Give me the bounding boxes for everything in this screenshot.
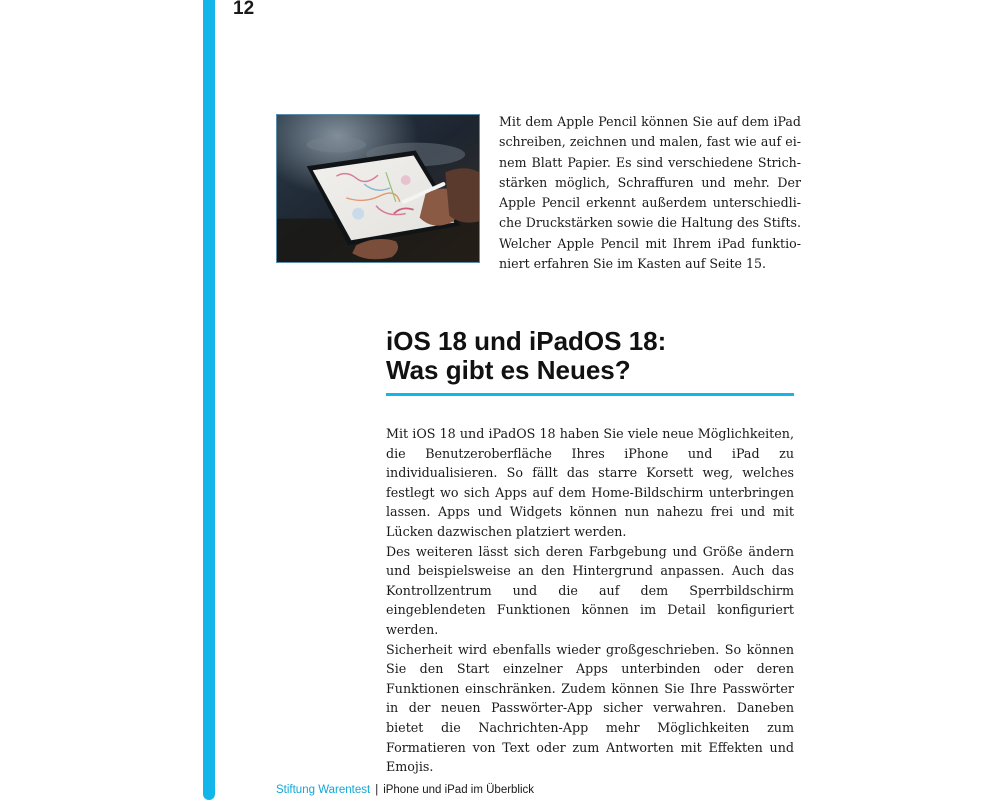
figure-caption: Mit dem Apple Pencil können Sie auf dem iPad schreiben, zeichnen und malen, fast wie auf einem Blatt Papier. Es sind verschiedene Strichstärken möglich, Schraffuren und mehr. Der Apple Pencil erkennt außerdem unterschiedliche Druckstärken sowie die Haltung des Stifts. Welcher Apple Pencil mit Ihrem iPad funktioniert erfahren Sie im Kasten auf Seite 15. (499, 114, 801, 272)
section-heading-line1: iOS 18 und iPadOS 18: (386, 326, 667, 356)
body-paragraph: Mit iOS 18 und iPadOS 18 haben Sie viele neue Möglichkeiten, die Benutzeroberfläche Ihres iPhone und iPad zu individualisieren. So fällt das starre Korsett weg, welches festlegt wo sich Apps auf dem Home-Bildschirm unterbringen lassen. Apps und Widgets können nun nahezu frei und mit Lücken dazwischen platziert werden. (386, 426, 794, 539)
body-paragraph: Des weiteren lässt sich deren Farbgebung und Größe ändern und beispielsweise an den Hintergrund anpassen. Auch das Kontrollzentrum und die auf dem Sperrbildschirm eingeblendeten Funktionen können im Detail konfiguriert werden. (386, 543, 794, 637)
accent-bar (203, 0, 215, 800)
footer-brand: Stiftung Warentest (276, 784, 371, 796)
heading-rule (386, 393, 794, 396)
section-heading-line2: Was gibt es Neues? (386, 355, 631, 385)
page-footer (276, 784, 534, 796)
body-paragraph: Sicherheit wird ebenfalls wieder großgeschrieben. So können Sie den Start einzelner Apps unterbinden oder deren Funktionen einschränken. Zudem können Sie Ihre Passwörter in der neuen Passwörter-App sicher verwahren. Daneben bietet die Nachrichten-App mehr Möglichkeiten zum Formatieren von Text oder zum Antworten mit Effekten und Emojis. (386, 641, 794, 775)
section-heading (386, 327, 796, 385)
footer-title: iPhone und iPad im Überblick (383, 784, 535, 796)
ipad-apple-pencil-photo (276, 114, 480, 263)
section-body (386, 424, 794, 777)
footer-separator: | (375, 784, 379, 796)
page-number: 12 (233, 0, 255, 19)
photo-illustration (277, 115, 479, 262)
